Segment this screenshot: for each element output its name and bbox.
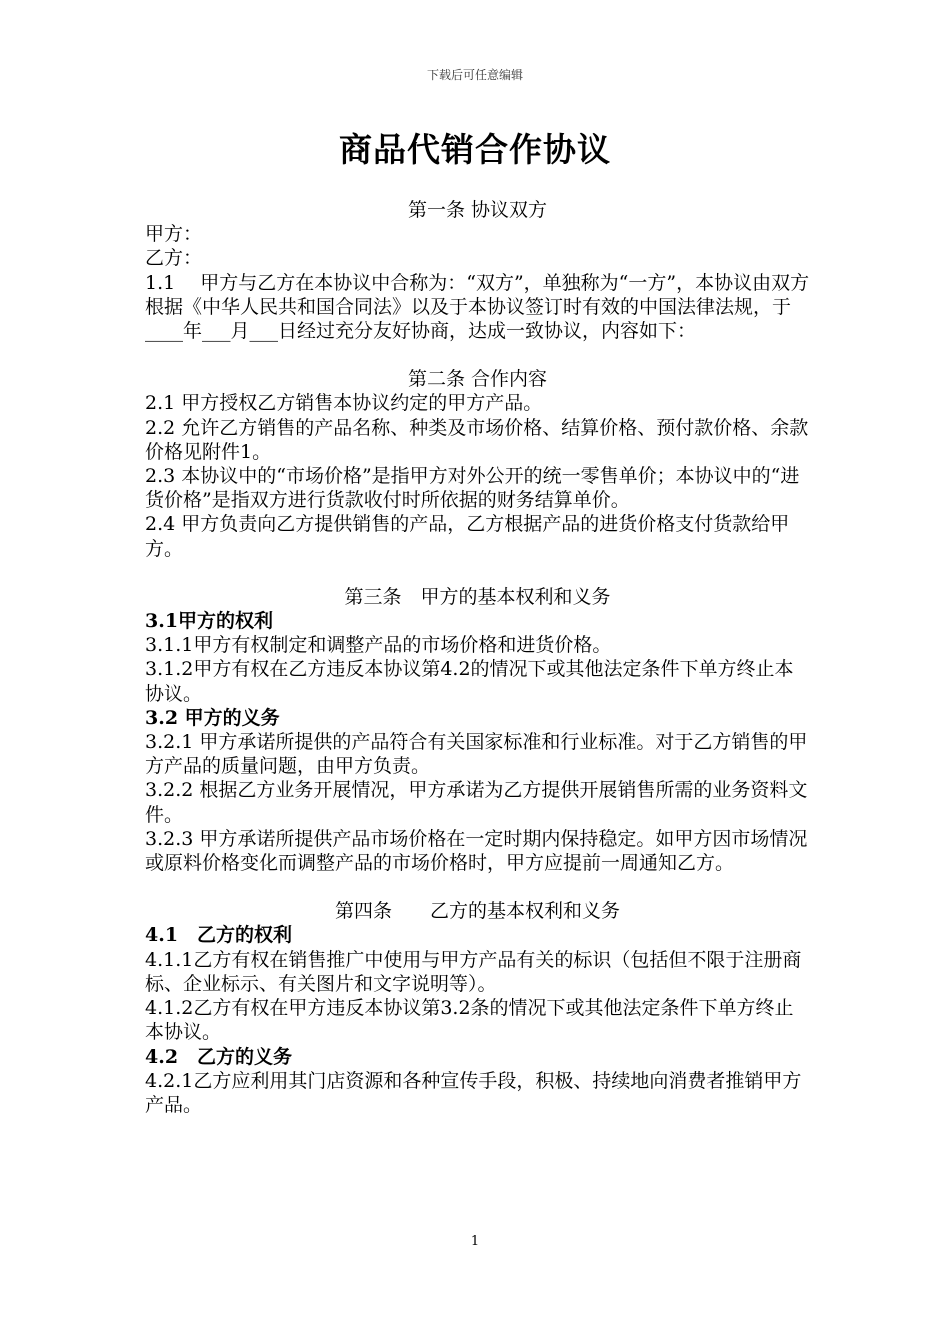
clause-3-1-1: 3.1.1甲方有权制定和调整产品的市场价格和进货价格。 — [145, 634, 612, 657]
party-b-line: 乙方： — [145, 247, 203, 270]
clause-3-1-2: 3.1.2甲方有权在乙方违反本协议第4.2的情况下或其他法定条件下单方终止本协议。 — [145, 658, 794, 705]
section-3-1-heading: 3.1甲方的权利 — [145, 610, 274, 633]
document-body — [145, 198, 810, 1117]
article-4-heading: 第四条 乙方的基本权利和义务 — [334, 900, 620, 923]
clause-4-1-2: 4.1.2乙方有权在甲方违反本协议第3.2条的情况下或其他法定条件下单方终止本协议。 — [145, 997, 794, 1044]
section-4-2-heading: 4.2 乙方的义务 — [145, 1045, 293, 1068]
clause-3-2-1: 3.2.1 甲方承诺所提供的产品符合有关国家标准和行业标准。对于乙方销售的甲方产品的质量问题，由甲方负责。 — [145, 731, 808, 778]
clause-2-4: 2.4 甲方负责向乙方提供销售的产品，乙方根据产品的进货价格支付货款给甲方。 — [145, 513, 790, 560]
section-3-2-heading: 3.2 甲方的义务 — [145, 706, 280, 729]
article-1-heading: 第一条 协议双方 — [407, 199, 548, 221]
clause-3-2-2: 3.2.2 根据乙方业务开展情况，甲方承诺为乙方提供开展销售所需的业务资料文件。 — [145, 779, 808, 826]
clause-2-3: 2.3 本协议中的“市场价格”是指甲方对外公开的统一零售单价；本协议中的“进货价格”是指双方进行货款收付时所依据的财务结算单价。 — [145, 465, 800, 512]
clause-4-1-1: 4.1.1乙方有权在销售推广中使用与甲方产品有关的标识（包括但不限于注册商标、企业标示、有关图片和文字说明等）。 — [145, 948, 802, 995]
clause-2-1: 2.1 甲方授权乙方销售本协议约定的甲方产品。 — [145, 392, 543, 415]
page-number: 1 — [470, 1234, 480, 1249]
section-4-1-heading: 4.1 乙方的权利 — [145, 924, 293, 947]
clause-2-2: 2.2 允许乙方销售的产品名称、种类及市场价格、结算价格、预付款价格、余款价格见附件1。 — [145, 416, 809, 463]
page-header-note: 下载后可任意编辑 — [426, 68, 523, 82]
clause-1-1: 1.1 甲方与乙方在本协议中合称为：“双方”，单独称为“一方”，本协议由双方根据《中华人民共和国合同法》以及于本协议签订时有效的中国法律法规，于____年___月___日经过充分友好协商，达成一致协议，内容如下： — [145, 271, 810, 343]
clause-4-2-1: 4.2.1乙方应利用其门店资源和各种宣传手段，积极、持续地向消费者推销甲方产品。 — [145, 1069, 802, 1116]
party-a-line: 甲方： — [145, 223, 203, 246]
document-title: 商品代销合作协议 — [339, 130, 611, 169]
spacer — [145, 875, 810, 899]
spacer — [145, 343, 810, 367]
article-3-heading: 第三条 甲方的基本权利和义务 — [344, 585, 611, 608]
spacer — [145, 561, 810, 585]
article-2-heading: 第二条 合作内容 — [407, 368, 548, 391]
clause-3-2-3: 3.2.3 甲方承诺所提供产品市场价格在一定时期内保持稳定。如甲方因市场情况或原料价格变化而调整产品的市场价格时，甲方应提前一周通知乙方。 — [145, 827, 808, 875]
